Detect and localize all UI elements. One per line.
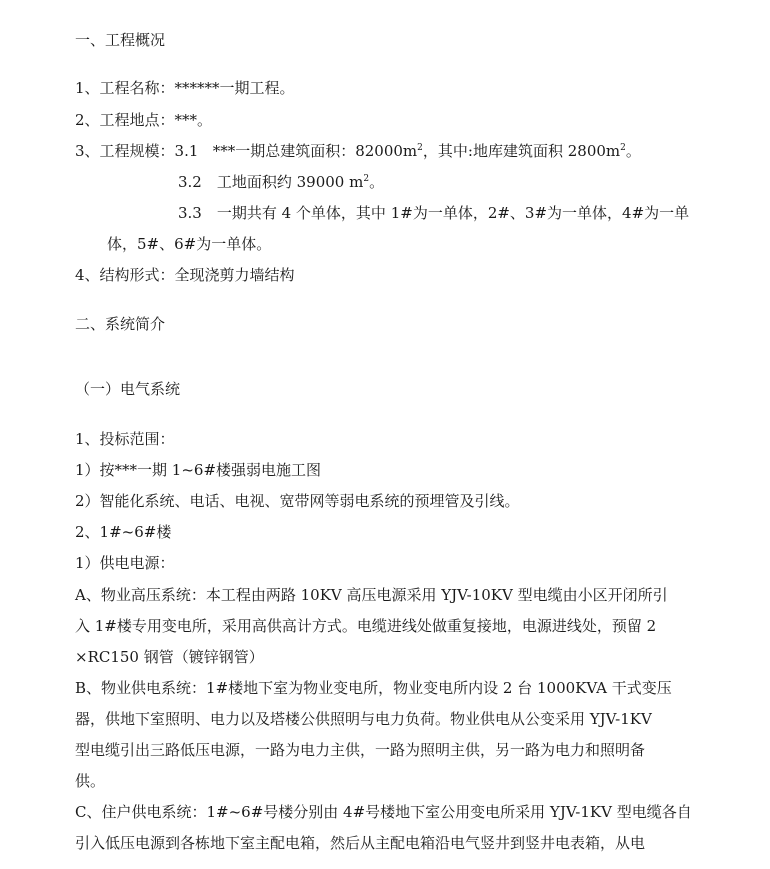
item-3-2-end: 。 — [369, 173, 385, 191]
paragraph-b-line-1: B、物业供电系统：1#楼地下室为物业变电所，物业变电所内设 2 台 1000KVA 干式变压 — [75, 679, 672, 697]
item-3-3-continuation: 体，5#、6#为一单体。 — [107, 235, 272, 253]
buildings-heading: 2、1#~6#楼 — [75, 523, 172, 541]
item-3-2-text: 3.2 工地面积约 39000 m — [178, 173, 364, 191]
item-structure-type: 4、结构形式：全现浇剪力墙结构 — [75, 266, 295, 284]
paragraph-a-line-2: 入 1#楼专用变电所，采用高供高计方式。电缆进线处做重复接地，电源进线处，预留 2 — [75, 617, 657, 635]
item-3-2-sup: 2 — [363, 174, 370, 184]
item-project-scale — [75, 141, 641, 161]
item-3-2 — [178, 172, 384, 192]
item-3-1-sup2: 2 — [620, 143, 626, 153]
item-3-1-text: ***一期总建筑面积：82000m — [212, 142, 418, 160]
section-heading-project-overview: 一、工程概况 — [75, 31, 166, 49]
power-supply-heading: 1）供电电源： — [75, 554, 175, 572]
item-3-3: 3.3 一期共有 4 个单体，其中 1#为一单体，2#、3#为一单体，4#为一单 — [178, 204, 690, 222]
paragraph-c-line-2: 引入低压电源到各栋地下室主配电箱，然后从主配电箱沿电气竖井到竖井电表箱，从电 — [75, 834, 646, 852]
paragraph-a-line-3: ×RC150 钢管（镀锌钢管） — [75, 648, 264, 666]
paragraph-c-line-1: C、住户供电系统：1#~6#号楼分别由 4#号楼地下室公用变电所采用 YJV-1KV 型电缆各自 — [75, 803, 692, 821]
section-heading-system-intro: 二、系统简介 — [75, 315, 166, 333]
bid-scope-item-2: 2）智能化系统、电话、电视、宽带网等弱电系统的预埋管及引线。 — [75, 492, 520, 510]
subsection-heading-electrical: （一）电气系统 — [75, 380, 181, 398]
paragraph-b-line-3: 型电缆引出三路低压电源，一路为电力主供，一路为照明主供，另一路为电力和照明备 — [75, 741, 646, 759]
item-project-scale-label: 3、工程规模：3.1 — [75, 142, 199, 160]
paragraph-a-line-1: A、物业高压系统：本工程由两路 10KV 高压电源采用 YJV-10KV 型电缆由小区开闭所引 — [75, 586, 668, 604]
item-project-location: 2、工程地点：***。 — [75, 111, 213, 129]
item-3-1-mid: ，其中:地库建筑面积 2800m — [422, 142, 621, 160]
bid-scope-heading: 1、投标范围： — [75, 430, 175, 448]
paragraph-b-line-2: 器，供地下室照明、电力以及塔楼公供照明与电力负荷。物业供电从公变采用 YJV-1KV — [75, 710, 652, 728]
item-project-name: 1、工程名称：******一期工程。 — [75, 79, 295, 97]
paragraph-b-line-4: 供。 — [75, 772, 106, 790]
bid-scope-item-1: 1）按***一期 1~6#楼强弱电施工图 — [75, 461, 322, 479]
item-3-1-sup1: 2 — [417, 143, 423, 153]
item-3-1-end: 。 — [625, 142, 641, 160]
